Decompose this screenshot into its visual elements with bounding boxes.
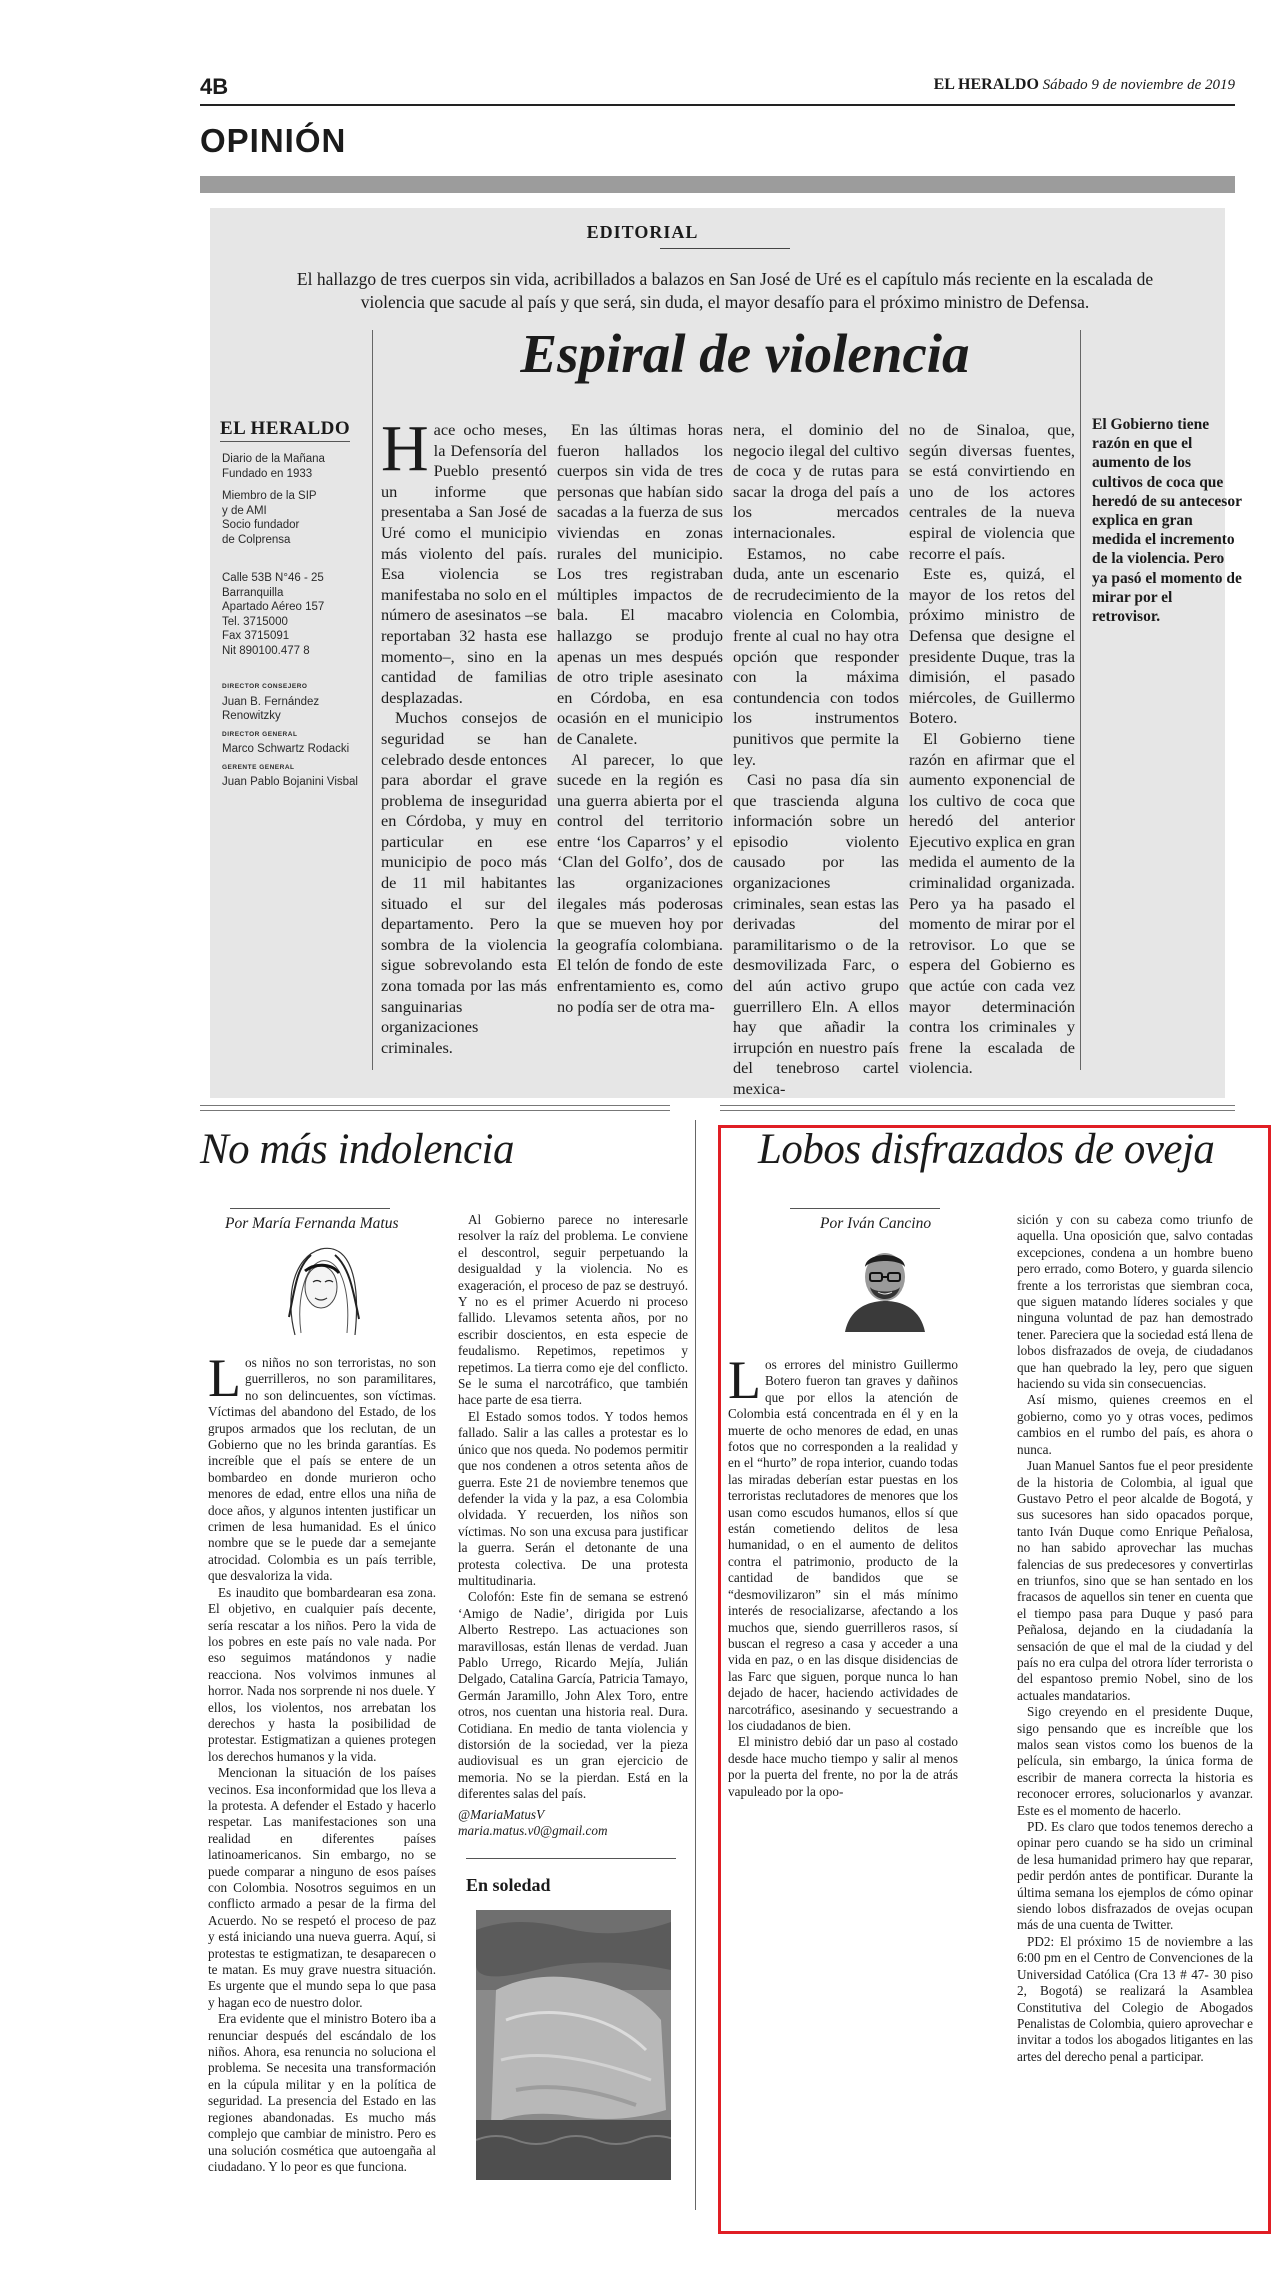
issue-date: Sábado 9 de noviembre de 2019 [1042, 77, 1235, 93]
column-rule-top-right-2 [720, 1110, 1235, 1111]
soledad-photo [476, 1910, 671, 2180]
paragraph: El ministro debió dar un paso al costado desde hace mucho tiempo y salir al menos por la puerta del frente, no por la de atrás vapuleado por la opo- [728, 1734, 958, 1799]
byline-rule [230, 1208, 390, 1209]
dropcap: H [381, 412, 429, 485]
column-left-text-2 [458, 1212, 688, 1839]
staff-person: Juan Pablo Bojanini Visbal [222, 776, 358, 788]
paragraph: Es inaudito que bombardearan esa zona. El objetivo, en cualquier país decente, sería rescatar a los niños. Pero la vida de los pobres en este país no vale nada. Por eso seguimos matándonos y nadie reacciona. Nos volvimos inmunes al horror. Nada nos sorprende ni nos duele. Y ellos, los violentos, nos arrebatan los derechos y hasta la posibilidad de protestar. Estigmatizan a quienes protegen los derechos humanos y la vida. [208, 1584, 436, 1764]
paragraph: Casi no pasa día sin que trascienda alguna información sobre un episodio violento causado por las organizaciones criminales, sean estas las derivadas del paramilitarismo o de la desmovilizada Farc, o del aún activo grupo guerrillero Eln. A ellos hay que añadir la irrupción en nuestro país del tenebroso cartel mexica- [733, 770, 899, 1098]
column-right-text-1 [728, 1350, 958, 1800]
paragraph: Juan Manuel Santos fue el peor presidente de la historia de Colombia, al igual que Gustavo Petro el peor alcalde de Bogotá, y sus sucesores han sido opacados porque, tanto Iván Duque como Enrique Peñalosa, no han sabido aprovechar las muchas falencias de sus predecesores y convertirlas en triunfos, sino que se han sentado en los fracasos de aquellos sin tener en cuenta que el tiempo pasa para Duque y pasó para Peñalosa, dejando en la ciudadanía la sensación de que el mal de la ciudad y del país no era culpa del otrora líder terrorista o del espantoso premio Nobel, sino de los actuales mandatarios. [1017, 1458, 1253, 1703]
paragraph: no de Sinaloa, que, según diversas fuentes, se está convirtiendo en uno de los actores centrales de la nueva espiral de violencia que recorre el país. [909, 420, 1075, 563]
editorial-label: EDITORIAL [586, 222, 699, 242]
info-block-founding [222, 452, 372, 547]
info-line: Fax 3715091 [222, 630, 290, 642]
paragraph-text: os errores del ministro Guillermo Botero fueron tan graves y dañinos que por ellos la atención de Colombia está concentrada en él y en la muerte de ocho menores de edad, en unas fotos que no corresponden a la realidad y en el “hurto” de ropa interior, cuando todas las miradas deberían estar puestas en los terroristas reclutadores de menores que los usan como escudos humanos, ellos sí que están cometiendo delitos de lesa humanidad, o en el aumento de delitos contra el patrimonio, producto de la cantidad de bandidos que se “desmovilizaron” sin el más mínimo interés de resocializarse, afectando a los muchos que, siendo guerrilleros rasos, sí buscan el regreso a casa y acceder a una vida en paz, o en las disque disidencias de las Farc que siguen, porque nunca lo han dejado de hacer, haciendo actividades de narcotráfico, asesinando y secuestrando a los ciudadanos de bien. [728, 1357, 958, 1733]
paragraph [728, 1350, 958, 1734]
paragraph: Muchos consejos de seguridad se han celebrado desde entonces para abordar el grave problema de inseguridad en Córdoba, y muy en particular en ese municipio de poco más de 11 mil habitantes situado el sur del departamento. Pero la sombra de la violencia sigue sobrevolando esta zona tomada por las más sanguinarias organizaciones criminales. [381, 708, 547, 1057]
info-line: Calle 53B N°46 - 25 [222, 572, 324, 584]
staff-role: GERENTE GENERAL [222, 763, 295, 771]
column-rule-top-left [200, 1105, 670, 1106]
info-line: Tel. 3715000 [222, 615, 288, 628]
info-line: Socio fundador [222, 519, 300, 531]
editorial-dek: El hallazgo de tres cuerpos sin vida, acribillados a balazos en San José de Uré es el capítulo más reciente en la escalada de violencia que sacude al país y que será, sin duda, el mayor desafío para el próximo ministro de Defensa. [296, 269, 1154, 312]
paragraph: Así mismo, quienes creemos en el gobierno, como yo y otras voces, pedimos cambios en el rumbo del país, es ahora o nunca. [1017, 1392, 1253, 1457]
paragraph: PD2: El próximo 15 de noviembre a las 6:00 pm en el Centro de Convenciones de la Universidad Católica (Cra 13 # 47- 30 piso 2, Bogotá) se realizará la Asamblea Constitutiva del Colegio de Abogados Penalistas de Colombia, quiero aprovechar e invitar a todos los abogados litigantes en las artes del derecho penal a participar. [1017, 1933, 1253, 2064]
column-left-byline: Por María Fernanda Matus [225, 1215, 399, 1232]
paper-name: EL HERALDO [933, 76, 1039, 93]
editorial-divider-right [1080, 330, 1081, 1070]
editorial-divider-left [372, 330, 373, 1070]
paragraph [208, 1348, 436, 1585]
paragraph: El Estado somos todos. Y todos hemos fallado. Salir a las calles a protestar es lo único que nos queda. No podemos permitir que nos condenen a otros setenta años de guerra. Este 21 de noviembre tenemos que defender la vida y la paz, a esa Colombia olvidada. Y recuerden, los niños son víctimas. No son una excusa para justificar la guerra. Serán el detonante de una protesta colectiva. De una protesta multitudinaria. [458, 1408, 688, 1588]
dropcap: L [208, 1348, 241, 1408]
info-block-address [222, 571, 372, 658]
info-line: Nit 890100.477 8 [222, 644, 310, 657]
section-band [200, 176, 1235, 193]
paragraph: sición y con su cabeza como triunfo de aquella. Una oposición que, salvo contadas excepciones, condena a un hombre bueno pero errado, como Botero, y guarda silencio frente a los terroristas que siembran coca, que siguen matando líderes sociales y que ninguna voluntad de paz han demostrado tener. Pareciera que la sociedad está llena de lobos disfrazados de oveja, de ciudadanos que han quebrado la ley, pero que siguen haciendo su vida sin consecuencias. [1017, 1212, 1253, 1392]
staff-role: DIRECTOR GENERAL [222, 730, 298, 738]
editorial-brand: EL HERALDO [220, 418, 351, 439]
paragraph: PD. Es claro que todos tenemos derecho a opinar pero cuando se ha sido un criminal de lesa humanidad primero hay que reparar, pedir perdón antes de pontificar. Durante la última semana los ejemplos de cómo opinar siendo lobos disfrazados de ovejas ocupan más de una cuenta de Twitter. [1017, 1819, 1253, 1933]
masthead-right [934, 76, 1235, 94]
column-left-title: No más indolencia [200, 1126, 514, 1173]
paragraph [381, 412, 547, 708]
column-rule-top-right [720, 1105, 1235, 1106]
paragraph: Al parecer, lo que sucede en la región es una guerra abierta por el control del territorio entre ‘los Caparros’ y el ‘Clan del Golfo’, dos de las organizaciones ilegales más poderosas que se mueven hoy por la geografía colombiana. El telón de fondo de este enfrentamiento es, como no podía ser de otra ma- [557, 749, 723, 1016]
info-line: Miembro de la SIP [222, 490, 317, 502]
editorial-column-3 [733, 420, 899, 1100]
paragraph: En las últimas horas fueron hallados los cuerpos sin vida de tres personas que habían sido sacadas a la fuerza de sus viviendas en zonas rurales del municipio. Los tres registraban múltiples impactos de bala. El macabro hallazgo se produjo apenas un mes después de otro triple asesinato en Córdoba, en esa ocasión en el municipio de Canalete. [557, 420, 723, 748]
staff-person: Juan B. Fernández Renowitzky [222, 695, 320, 722]
editorial-title: Espiral de violencia [520, 323, 970, 384]
paragraph: Era evidente que el ministro Botero iba a renunciar después del escándalo de los niños. Ahora, esa renuncia no soluciona el problema. Se necesita una transformación en la cúpula militar y en la política de seguridad. La presencia del Estado en las regiones abandonadas. Es mucho más complejo que cambiar de ministro. Pero es una solución cosmética que autoengaña al ciudadano. Y lo peor es que funciona. [208, 2011, 436, 2174]
paragraph: El Gobierno tiene razón en afirmar que el aumento exponencial de los cultivo de coca que heredó del anterior Ejecutivo explica en gran medida el aumento de la criminalidad organizada. Pero ya ha pasado el momento de mirar por el retrovisor. Lo que se espera del Gobierno es que actúe con cada vez mayor determinación contra los criminales y frene la escalada de violencia. [909, 728, 1075, 1078]
paragraph: Al Gobierno parece no interesarle resolver la raíz del problema. Le conviene el descontrol, seguir perpetuando la desigualdad y la violencia. No es exageración, el proceso de paz se destruyó. Y no es el primer Acuerdo ni proceso fallido. Llevamos setenta años, por no escribir doscientos, en esta especie de feudalismo. Repetimos, repetimos y repetimos. La tierra como eje del conflicto. Se le suma el narcotráfico, que también hace parte de esa tierra. [458, 1212, 688, 1408]
author-email: maria.matus.v0@gmail.com [458, 1823, 608, 1839]
masthead-rule [200, 104, 1235, 106]
column-right-text-2 [1017, 1212, 1253, 2065]
author-handle: @MariaMatusV [458, 1806, 545, 1822]
editorial-column-2 [557, 420, 723, 1017]
info-line: de Colprensa [222, 533, 291, 546]
page-number: 4B [200, 74, 229, 99]
staff-role: DIRECTOR CONSEJERO [222, 683, 308, 690]
info-line: Apartado Aéreo 157 [222, 601, 325, 613]
paragraph: nera, el dominio del negocio ilegal del cultivo de coca y de rutas para sacar la droga del país a los mercados internacionales. [733, 420, 899, 542]
paragraph: Este es, quizá, el mayor de los retos del próximo ministro de Defensa que designe el presidente Duque, tras la dimisión, el pasado miércoles, de Guillermo Botero. [909, 564, 1075, 728]
info-block-staff [222, 680, 372, 790]
columns-divider [695, 1120, 696, 2210]
dropcap: L [728, 1350, 761, 1410]
info-line: Diario de la Mañana [222, 453, 325, 465]
paragraph-text: ace ocho meses, la Defensoría del Pueblo presentó un informe que presentaba a San José de Uré como el municipio más violento del país. Esa violencia se manifestaba no solo en el número de asesinatos –se reportaban 32 hasta ese momento–, sino en la cantidad de familias desplazadas. [381, 420, 547, 707]
paragraph: Sigo creyendo en el presidente Duque, sigo pensando que es increíble que los malos sean vistos como los buenos de la película, sin embargo, la única forma de escribir de manera correcta la historia es reconocer errores, solucionarlos y avanzar. Este es el momento de hacerlo. [1017, 1704, 1253, 1818]
editorial-column-1 [381, 412, 547, 1058]
staff-person: Marco Schwartz Rodacki [222, 743, 350, 755]
paragraph: Colofón: Este fin de semana se estrenó ‘Amigo de Nadie’, dirigida por Luis Alberto Restrepo. Las actuaciones son maravillosas, están llenas de verdad. Juan Pablo Urrego, Ricardo Mejía, Julián Delgado, Catalina García, Patricia Tamayo, Germán Jaramillo, John Alex Toro, entre otros, nos cuentan una historia real. Dura. Cotidiana. En medio de tanta violencia y distorsión de la sociedad, ver la pieza audiovisual es un gran ejercicio de memoria. No se la pierdan. Está en la diferentes salas del país. [458, 1589, 688, 1802]
editorial-label-rule [660, 248, 790, 249]
column-left-text-1 [208, 1348, 436, 2175]
column-right-byline: Por Iván Cancino [820, 1215, 932, 1232]
paragraph: Estamos, no cabe duda, ante un escenario de recrudecimiento de la violencia en Colombia, frente al cual no hay otra opción que responder con la máxima contundencia con todos los instrumentos punitivos que permite la ley. [733, 543, 899, 769]
info-line: Fundado en 1933 [222, 467, 313, 480]
author-portrait-cancino [840, 1237, 930, 1332]
soledad-rule [466, 1858, 676, 1859]
info-line: y de AMI [222, 504, 267, 517]
brand-rule [220, 441, 350, 442]
column-rule-top-left-2 [200, 1110, 670, 1111]
column-right-title: Lobos disfrazados de oveja [758, 1126, 1215, 1173]
section-title: OPINIÓN [200, 122, 347, 159]
byline-rule [790, 1208, 940, 1209]
editorial-column-4 [909, 420, 1075, 1079]
author-portrait-matus [275, 1237, 367, 1337]
editorial-pullquote: El Gobierno tiene razón en que el aumento de los cultivos de coca que heredó de su antecesor explica en gran medida el incremento de la violencia. Pero ya pasó el momento de mirar por el retrovisor. [1092, 416, 1242, 626]
info-line: Barranquilla [222, 586, 284, 599]
soledad-label: En soledad [466, 1875, 551, 1895]
paragraph-text: os niños no son terroristas, no son guerrilleros, no son paramilitares, no son delincuentes, son víctimas. Víctimas del abandono del Estado, de los grupos armados que los reclutan, de un Gobierno que no les brinda garantías. Es increíble que el país se entere de un bombardeo en donde murieron ocho menores de edad, entre ellos una niña de doce años, y algunos intenten justificar un crimen de lesa humanidad. Es el único nombre que se le puede dar a semejante atrocidad. Colombia es un país terrible, que desvaloriza la vida. [208, 1355, 436, 1584]
paragraph: Mencionan la situación de los países vecinos. Esa inconformidad que los lleva a la protesta. A defender el Estado y hacerlo respetar. Las manifestaciones son una realidad en diferentes países latinoamericanos. Sin embargo, no se puede comparar a ninguno de esos países con Colombia. Nosotros seguimos en un conflicto armado a pesar de la firma del Acuerdo. No se respetó el proceso de paz y está iniciando una nueva guerra. Aquí, si protestas te estigmatizan, te desaparecen o te matan. Es muy grave nuestra situación. Es urgente que el mundo sepa lo que pasa y hagan eco de nuestro dolor. [208, 1765, 436, 2010]
